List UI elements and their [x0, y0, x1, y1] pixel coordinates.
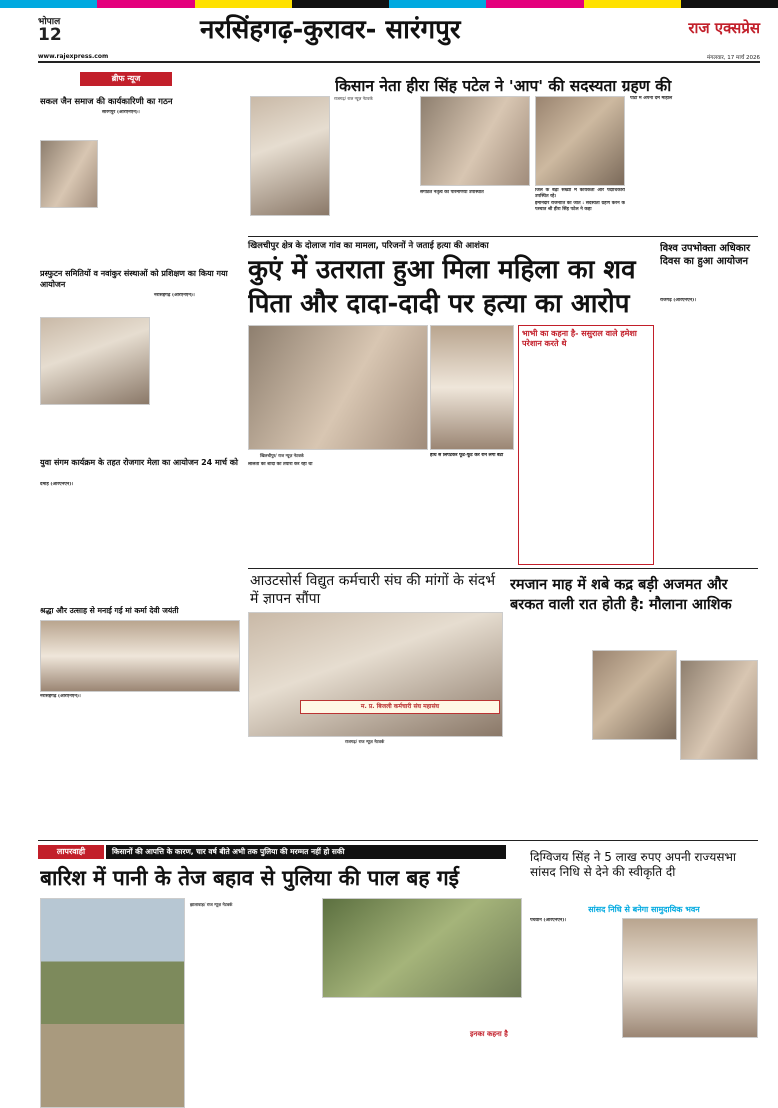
- sidebar-story-2-dateline: नरसिंहगढ़ (आरएनएन)।: [154, 293, 195, 298]
- outsource-headline: आउटसोर्स विद्युत कर्मचारी संघ की मांगों के संदर्भ में ज्ञापन सौंपा: [250, 573, 496, 607]
- page-number: 12: [38, 25, 62, 45]
- main-story-kicker: खिलचीपुर क्षेत्र के दोलाज गांव का मामला, परिजनों ने जताई हत्या की आशंका: [248, 241, 489, 251]
- sidebar-story-3-body: [40, 482, 240, 604]
- bottom-story-body-col-1: [188, 912, 318, 1108]
- ramzan-photo-mosque: [592, 650, 677, 740]
- main-story-headline-2: पिता और दादा-दादी पर हत्या का आरोप: [248, 289, 630, 319]
- vishwa-headline: विश्व उपभोक्ता अधिकार दिवस का हुआ आयोजन: [660, 243, 751, 267]
- main-story-photo-2: [430, 325, 514, 450]
- sidebar-story-4-body: [40, 694, 240, 834]
- sidebar-story-1-dateline: सारंगपुर (आरएनएन)।: [102, 110, 140, 115]
- digvijay-body-2: [622, 1040, 758, 1108]
- main-story-rule: [248, 568, 758, 569]
- sidebar-story-3-dateline: दमोह (आरएनएन)।: [40, 482, 74, 487]
- bottom-story-kicker: किसानों की आपत्ति के कारण, चार वर्ष बीते अभी तक पुलिया की मरम्मत नहीं हो सकी: [106, 845, 506, 859]
- vishwa-dateline: राजगढ़ (आरएनएन)।: [660, 298, 697, 303]
- top-story-photo-3: [535, 96, 625, 186]
- bottom-story-photo-2: [322, 898, 522, 998]
- ramzan-headline-1: रमजान माह में शबे कद्र बड़ी अजमत और: [510, 577, 728, 593]
- vishwa-body: [660, 298, 758, 568]
- main-story-photo-credit: खिलचीपुर/ राज न्यूज़ नेटवर्क: [260, 453, 304, 458]
- digvijay-photo: [622, 918, 758, 1038]
- main-story-subhead: ललिता की शादी की तैयारी कर रही थी: [248, 462, 313, 467]
- main-story-caption: हाथ से लिपटकर फूट-फूट कर रोने लगी बेटी: [430, 453, 504, 458]
- brand-name: राज एक्सप्रेस: [688, 19, 760, 37]
- top-story-photo-2: [420, 96, 530, 186]
- brief-news-tag: ब्रीफ न्यूज: [80, 72, 172, 86]
- bottom-story-body-col-2: [322, 1000, 522, 1108]
- digvijay-dateline: पचवान (आरएनएन)।: [530, 918, 567, 923]
- bottom-story-box-title: इनका कहना है: [470, 1030, 508, 1038]
- sidebar-story-4-headline: श्रद्धा और उत्साह से मनाई गई मां कर्मा देवी जयंती: [40, 606, 179, 615]
- issue-date: मंगलवार, 17 मार्च 2026: [706, 55, 760, 61]
- page-header-left: [38, 14, 78, 44]
- bottom-story-headline: बारिश में पानी के तेज बहाव से पुलिया की पाल बह गई: [40, 866, 459, 890]
- outsource-photo: [248, 612, 503, 737]
- outsource-credit: राजगढ़/ राज न्यूज़ नेटवर्क: [345, 739, 385, 744]
- outsource-body: [248, 748, 503, 836]
- bottom-story-credit: झालावाड़/ राज न्यूज़ नेटवर्क: [190, 902, 233, 907]
- sidebar-story-3-headline: युवा संगम कार्यक्रम के तहत रोजगार मेला का आयोजन 24 मार्च को: [40, 458, 238, 467]
- top-story-headline: किसान नेता हीरा सिंह पटेल ने 'आप' की सदस्यता ग्रहण की: [335, 77, 672, 95]
- ramzan-photo-portrait: [680, 660, 758, 760]
- sidebar-story-1-portrait: [40, 140, 98, 208]
- website-link[interactable]: www.rajexpress.com: [38, 53, 109, 60]
- sidebar-story-2-headline: प्रस्फुटन समितियों व नवांकुर संस्थाओं को प्रशिक्षण का किया गया आयोजन: [40, 269, 228, 289]
- main-story-box-title: भाभी का कहना है- ससुराल वाले हमेशा परेशान करते थे: [522, 329, 637, 348]
- ramzan-body: [510, 616, 590, 836]
- top-story-photo-1: [250, 96, 330, 216]
- top-story-text-col-3: [535, 188, 625, 213]
- ramzan-headline-2: बरकत वाली रात होती है: मौलाना आशिक: [510, 597, 732, 613]
- sidebar-story-1-headline: सकल जैन समाज की कार्यकारिणी का गठन: [40, 96, 173, 106]
- digvijay-body: [530, 918, 620, 1108]
- top-story-subhead-2: जिले के बढ़ी संख्या में कार्यकर्ता और पदाधिकारी उपस्थित रहे।: [535, 188, 625, 200]
- digvijay-headline: दिग्विजय सिंह ने 5 लाख रुपए अपनी राज्यसभा सांसद निधि से देने की स्वीकृति दी: [530, 850, 737, 879]
- top-story-text-col-1: [334, 96, 414, 216]
- main-story-photo-1: [248, 325, 428, 450]
- digvijay-subhead: सांसद निधि से बनेगा सामुदायिक भवन: [588, 905, 700, 914]
- top-story-subhead-4: पार्टी में अपना दम माहौल: [630, 96, 673, 101]
- sidebar-story-2-body: [40, 293, 240, 458]
- bottom-section-rule: [38, 840, 758, 841]
- sidebar-story-4-dateline: नरसिंहगढ़ (आरएनएन)।: [40, 694, 81, 699]
- main-story-box: [518, 325, 654, 565]
- sidebar-story-4-photo: [40, 620, 240, 692]
- top-story-text-col-4: [630, 96, 758, 231]
- top-story-subhead-3: ईमानदार राजनीति की जीत : सदस्यता ग्रहण करने के पश्चात श्री हीरा सिंह पटेल ने कहा: [535, 200, 625, 212]
- main-story-body: [248, 462, 514, 562]
- page-title: नरसिंहगढ़-कुरावर- सारंगपुर: [200, 15, 461, 45]
- bottom-story-tag: लापरवाही: [38, 845, 104, 859]
- top-story-rule: [248, 236, 758, 237]
- top-story-subhead-1: संगठित नेतृत्व की परिमाणयी उपस्थिति: [420, 190, 484, 195]
- sidebar-story-1-body: [40, 110, 240, 260]
- header-rule: [38, 61, 760, 63]
- outsource-banner: म. प्र. बिजली कर्मचारी संघ महासंघ: [300, 700, 500, 714]
- bottom-story-photo-1: [40, 898, 185, 1108]
- printer-colour-strip-top: [0, 0, 778, 8]
- city-name: भोपाल: [38, 17, 61, 27]
- main-story-headline-1: कुएं में उतराता हुआ मिला महिला का शव: [248, 255, 636, 285]
- sidebar-story-2-photo: [40, 317, 150, 405]
- top-story-credit: राजगढ़/ राज न्यूज़ नेटवर्क: [334, 96, 373, 101]
